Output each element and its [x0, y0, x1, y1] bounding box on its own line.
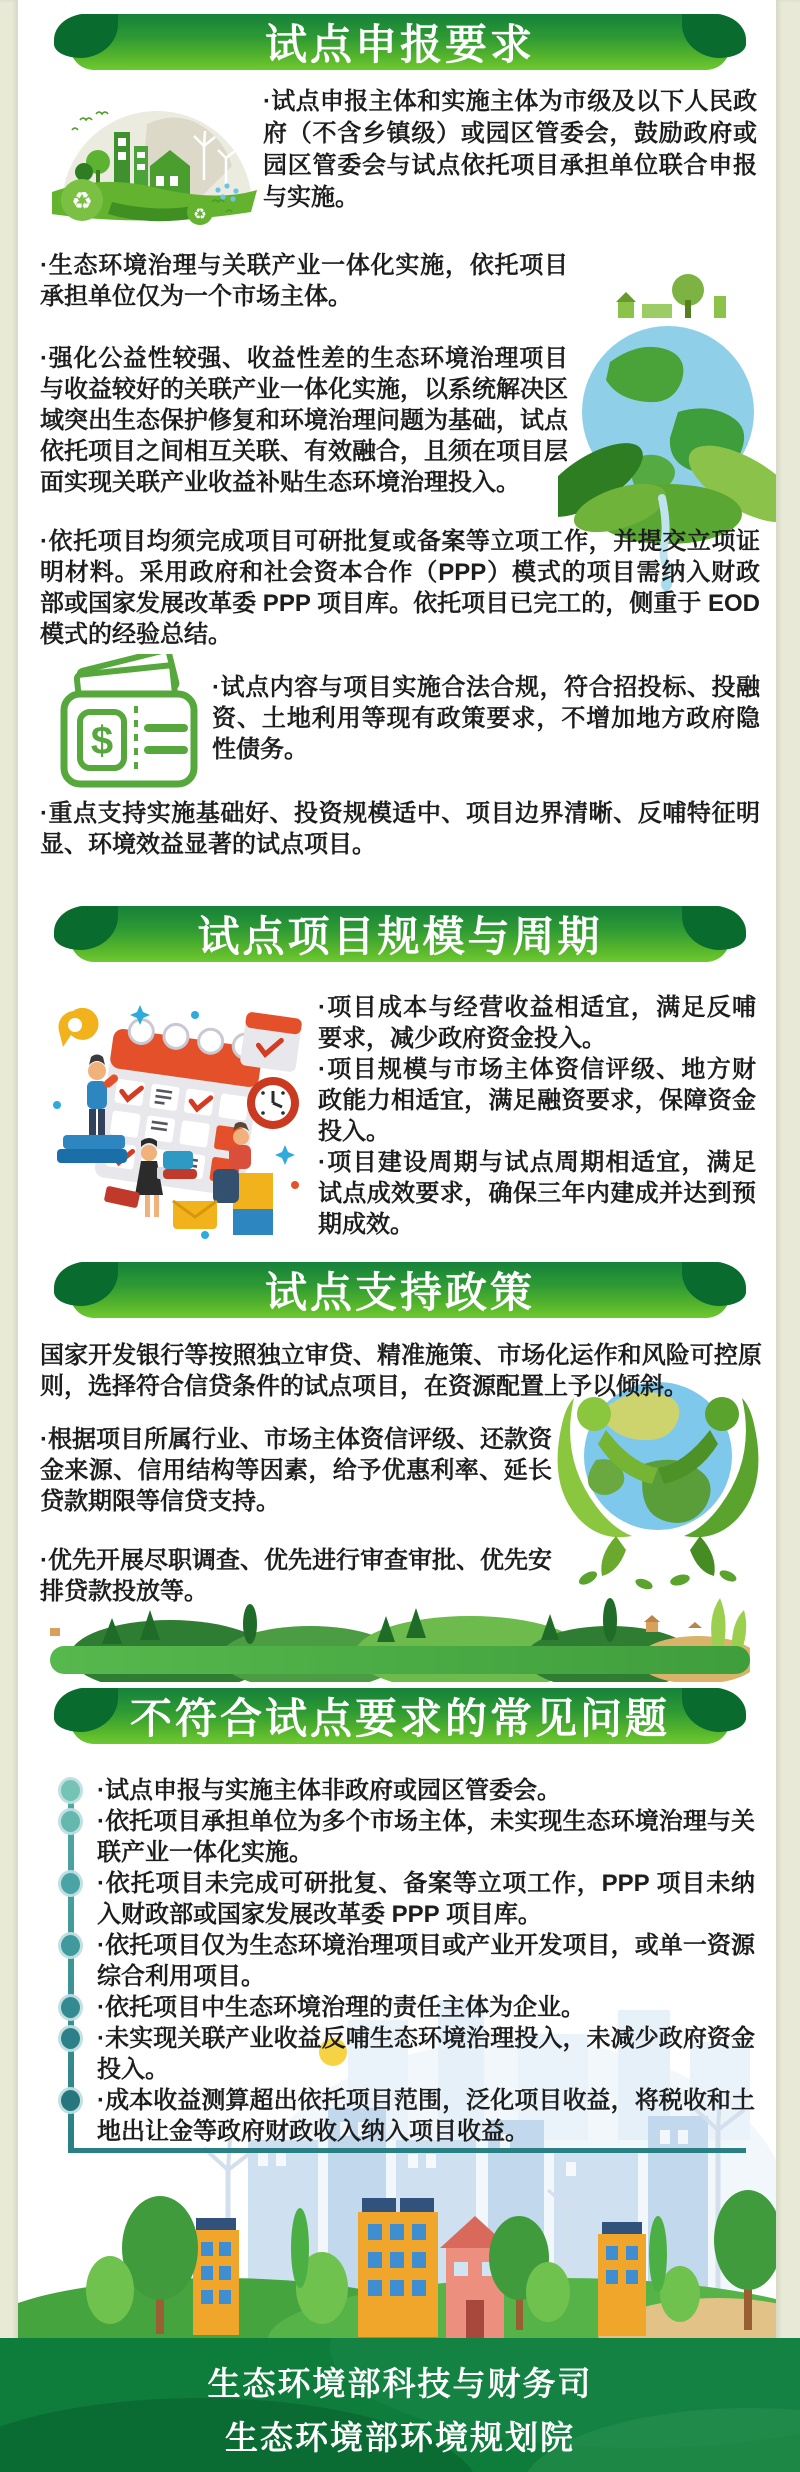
mini-eco-town: [616, 274, 726, 318]
map-pin-icon: [58, 1008, 98, 1047]
para-public-benefit-integration: ·强化公益性较强、收益性差的生态环境治理项目与收益较好的关联产业一体化实施，以系统解决区域突出生态保护修复和环境治理问题为基础，试点依托项目之间相互关联、有效融合，且须在项目层面实现关联产业收益补贴生态环境治理投入。: [40, 345, 568, 496]
section-title: 不符合试点要求的常见问题: [129, 1695, 670, 1742]
list-item: [97, 1775, 755, 1806]
list-item-text: ·未实现关联产业收益反哺生态环境治理投入，未减少政府资金投入。: [97, 2025, 755, 2083]
section-banner-application-requirements: [70, 14, 730, 70]
common-problems-list: [97, 1775, 755, 2147]
section-banner-support-policy: [70, 1262, 730, 1318]
list-item: [97, 1806, 755, 1868]
page-left-margin: [0, 0, 18, 2472]
para-priority-loan: ·优先开展尽职调查、优先进行审查审批、优先安排贷款投放等。: [40, 1547, 552, 1605]
timeline-dot: [61, 1997, 80, 2018]
list-item: [97, 2023, 755, 2085]
page-right-margin: [776, 0, 800, 2472]
eco-city-globe-illustration: [52, 84, 258, 226]
para-integrated-implementation: ·生态环境治理与关联产业一体化实施，依托项目承担单位仅为一个市场主体。: [40, 252, 568, 310]
section-bottom-rule: [68, 2148, 746, 2153]
list-item-text: ·依托项目未完成可研批复、备案等立项工作，PPP 项目未纳入财政部或国家发展改革委 PPP 项目库。: [97, 1870, 755, 1928]
bullet-construction-cycle: ·项目建设周期与试点周期相适宜，满足试点成效要求，确保三年内建成并达到预期成效。: [318, 1149, 756, 1238]
list-item-text: ·依托项目承担单位为多个市场主体，未实现生态环境治理与关联产业一体化实施。: [97, 1808, 755, 1866]
section-title: 试点申报要求: [264, 21, 535, 68]
bullet-scale-credit: ·项目规模与市场主体资信评级、地方财政能力相适宜，满足融资要求，保障资金投入。: [318, 1056, 756, 1145]
list-item-text: ·依托项目中生态环境治理的责任主体为企业。: [97, 1994, 585, 2021]
section-banner-scale-and-cycle: [70, 906, 730, 962]
list-item-text: ·依托项目仅为生态环境治理项目或产业开发项目，或单一资源综合利用项目。: [97, 1932, 755, 1990]
para-priority-support: ·重点支持实施基础好、投资规模适中、项目边界清晰、反哺特征明显、环境效益显著的试点项目。: [40, 800, 760, 858]
scale-cycle-bullets: [318, 992, 756, 1240]
list-item-text: ·试点申报与实施主体非政府或园区管委会。: [97, 1777, 561, 1804]
timeline-dot: [61, 2028, 80, 2049]
wallet-money-icon: [56, 654, 206, 792]
section-title: 试点项目规模与周期: [197, 913, 603, 960]
timeline-dot: [61, 1873, 80, 1894]
para-project-approval: ·依托项目均须完成项目可研批复或备案等立项工作，并提交立项证明材料。采用政府和社会资本合作（PPP）模式的项目需纳入财政部或国家发展改革委 PPP 项目库。依托项目已完工的，侧重于 EOD 模式的经验总结。: [40, 528, 760, 648]
list-item: [97, 1868, 755, 1930]
timeline-dot: [61, 1811, 80, 1832]
footer-org-line-2: 生态环境部环境规划院: [225, 2419, 575, 2456]
yellow-building-1: [193, 2218, 239, 2335]
recycle-icon: ♻: [193, 206, 207, 223]
list-item: [97, 1992, 755, 2023]
footer-banner: [0, 2338, 800, 2472]
bullet-cost-revenue: ·项目成本与经营收益相适宜，满足反哺要求，减少政府资金投入。: [318, 994, 756, 1052]
timeline-dot: [61, 1780, 80, 1801]
calendar-schedule-illustration: [45, 985, 310, 1250]
hills-trees-divider: [50, 1594, 750, 1682]
envelope-icon: [173, 1201, 217, 1229]
para-application-subjects: ·试点申报主体和实施主体为市级及以下人民政府（不含乡镇级）或园区管委会，鼓励政府或园区管委会与试点依托项目承担单位联合申报与实施。: [263, 88, 757, 211]
list-item: [97, 1930, 755, 1992]
timeline-dot: [61, 2090, 80, 2111]
yellow-building-2: [358, 2198, 438, 2337]
para-cdb-principles: 国家开发银行等按照独立审贷、精准施策、市场化运作和风险可控原则，选择符合信贷条件的试点项目，在资源配置上予以倾斜。: [40, 1342, 762, 1400]
list-item: [97, 2085, 755, 2147]
section-banner-common-problems: [70, 1688, 730, 1744]
footer-org-line-1: 生态环境部科技与财务司: [207, 2365, 593, 2402]
list-item-text: ·成本收益测算超出依托项目范围，泛化项目收益，将税收和土地出让金等政府财政收入纳入项目收益。: [97, 2087, 755, 2145]
para-credit-support: ·根据项目所属行业、市场主体资信评级、还款资金来源、信用结构等因素，给予优惠利率、延长贷款期限等信贷支持。: [40, 1426, 552, 1515]
para-legal-compliance: ·试点内容与项目实施合法合规，符合招投标、投融资、土地利用等现有政策要求，不增加地方政府隐性债务。: [212, 674, 760, 763]
dollar-icon: $: [90, 719, 114, 763]
recycle-icon: ♻: [71, 188, 93, 215]
section-title: 试点支持政策: [264, 1269, 535, 1316]
clock-icon: [247, 1077, 299, 1129]
timeline-dot: [61, 1935, 80, 1956]
globe-people-illustration: [552, 1368, 764, 1600]
yellow-building-3: [598, 2222, 646, 2336]
